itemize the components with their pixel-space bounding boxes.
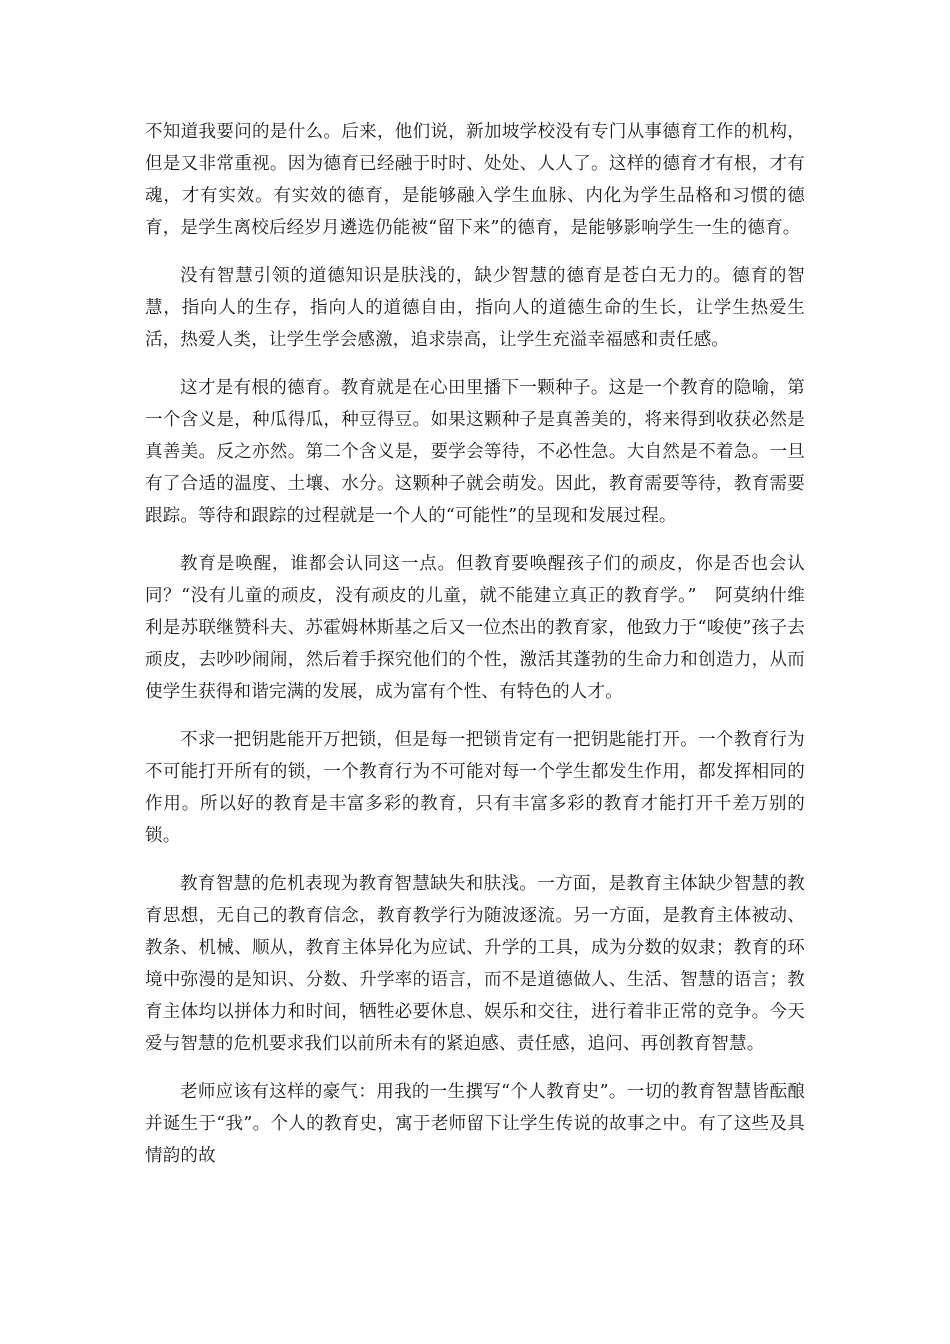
- paragraph-6: 教育智慧的危机表现为教育智慧缺失和肤浅。一方面，是教育主体缺少智慧的教育思想，无自己的教育信念，教育教学行为随波逐流。另一方面，是教育主体被动、教条、机械、顺从，教育主体异化为应试、升学的工具，成为分数的奴隶；教育的环境中弥漫的是知识、分数、升学率的语言，而不是道德做人、生活、智慧的语言；教育主体均以拼体力和时间，牺牲必要休息、娱乐和交往，进行着非正常的竞争。今天爱与智慧的危机要求我们以前所未有的紧迫感、责任感，追问、再创教育智慧。: [145, 874, 805, 1054]
- paragraph-5: 不求一把钥匙能开万把锁，但是每一把锁肯定有一把钥匙能打开。一个教育行为不可能打开所有的锁，一个教育行为不可能对每一个学生都发生作用，都发挥相同的作用。所以好的教育是丰富多彩的教育，只有丰富多彩的教育才能打开千差万别的锁。: [145, 730, 805, 846]
- paragraph-2: 没有智慧引领的道德知识是肤浅的，缺少智慧的德育是苍白无力的。德育的智慧，指向人的生存，指向人的道德自由，指向人的道德生命的生长，让学生热爱生活，热爱人类，让学生学会感激，追求崇高，让学生充溢幸福感和责任感。: [145, 266, 805, 350]
- paragraph-7: 老师应该有这样的豪气：用我的一生撰写“个人教育史”。一切的教育智慧皆酝酿并诞生于“我”。个人的教育史，寓于老师留下让学生传说的故事之中。有了这些及具情韵的故: [145, 1082, 805, 1166]
- paragraph-4: 教育是唤醒，谁都会认同这一点。但教育要唤醒孩子们的顽皮，你是否也会认同？“没有儿童的顽皮，没有顽皮的儿童，就不能建立真正的教育学。” 阿莫纳什维利是苏联继赞科夫、苏霍姆林斯基之后又一位杰出的教育家，他致力于“唆使”孩子去顽皮，去吵吵闹闹，然后着手探究他们的个性，激活其蓬勃的生命力和创造力，从而使学生获得和谐完满的发展，成为富有个性、有特色的人才。: [145, 554, 805, 702]
- document-page: [145, 116, 805, 1188]
- paragraph-3: 这才是有根的德育。教育就是在心田里播下一颗种子。这是一个教育的隐喻，第一个含义是，种瓜得瓜，种豆得豆。如果这颗种子是真善美的，将来得到收获必然是真善美。反之亦然。第二个含义是，要学会等待，不必性急。大自然是不着急。一旦有了合适的温度、土壤、水分。这颗种子就会萌发。因此，教育需要等待，教育需要跟踪。等待和跟踪的过程就是一个人的“可能性”的呈现和发展过程。: [145, 378, 805, 526]
- paragraph-1: 不知道我要问的是什么。后来，他们说，新加坡学校没有专门从事德育工作的机构，但是又非常重视。因为德育已经融于时时、处处、人人了。这样的德育才有根，才有魂，才有实效。有实效的德育，是能够融入学生血脉、内化为学生品格和习惯的德育，是学生离校后经岁月遴选仍能被“留下来”的德育，是能够影响学生一生的德育。: [145, 122, 805, 238]
